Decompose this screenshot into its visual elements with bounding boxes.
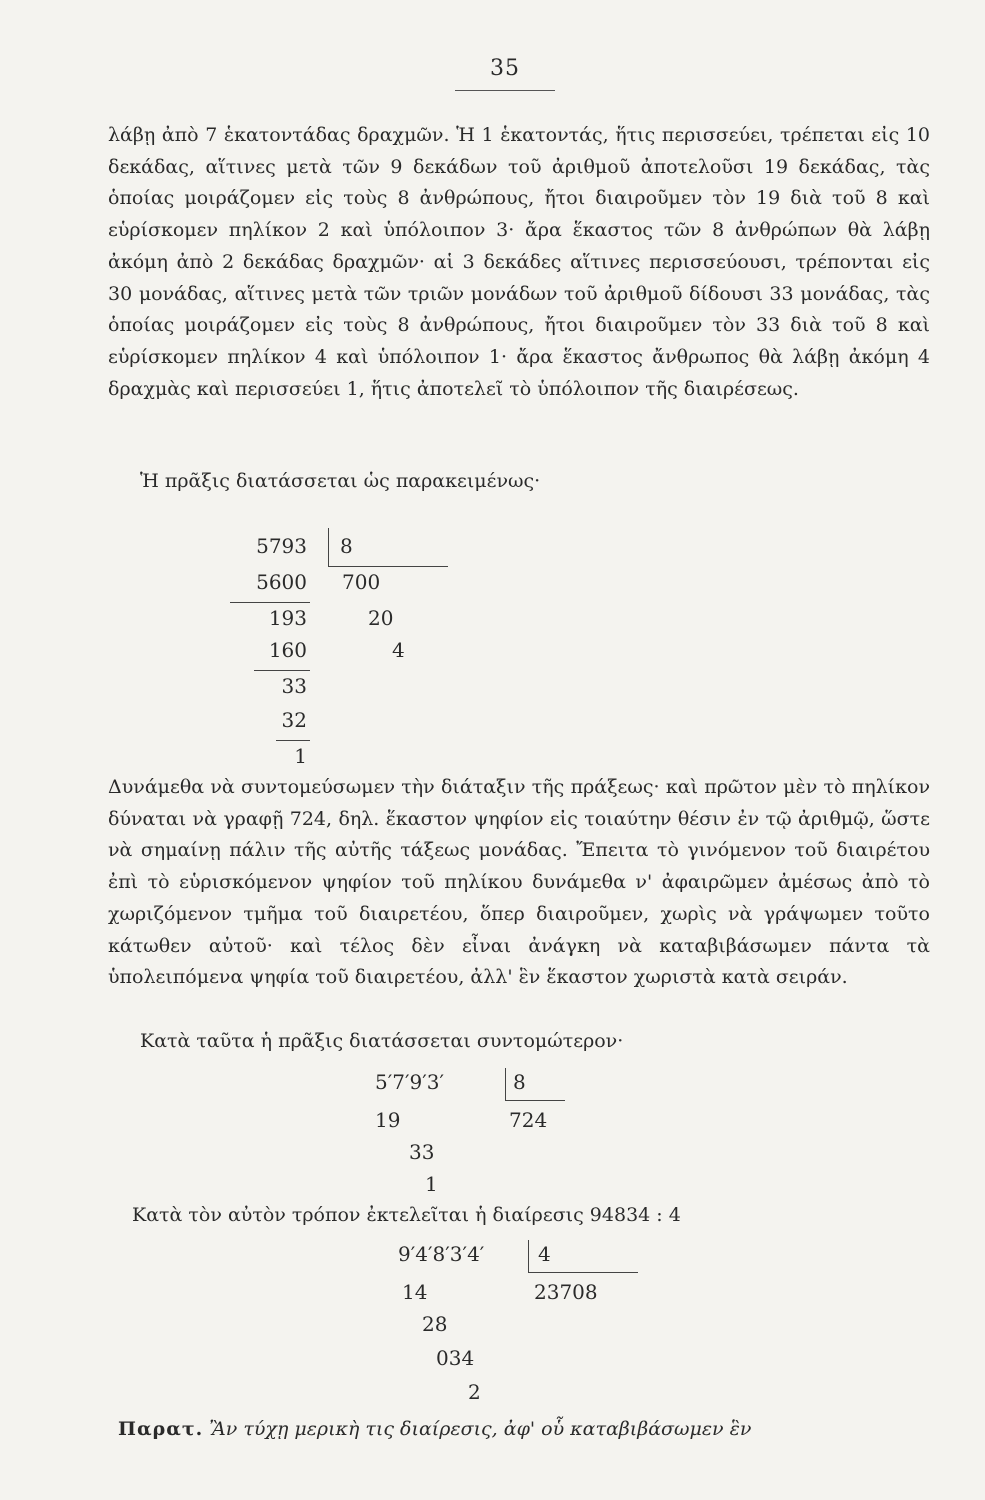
paragraph-explanation: λάβῃ ἀπὸ 7 ἑκατοντάδας δραχμῶν. Ἡ 1 ἑκατοντάς, ἥτις περισσεύει, τρέπεται εἰς 10 δεκάδας, αἵτινες μετὰ τῶν 9 δεκάδων τοῦ ἀριθμοῦ ἀποτελοῦσι 19 δεκάδας, τὰς ὁποίας μοιράζομεν εἰς τοὺς 8 ἀνθρώπους, ἤτοι διαιροῦμεν τὸν 19 διὰ τοῦ 8 καὶ εὑρίσκομεν πηλίκον 2 καὶ ὑπόλοιπον 3· ἄρα ἕκαστος τῶν 8 ἀνθρώπων θὰ λάβῃ ἀκόμη ἀπὸ 2 δεκάδας δραχμῶν· αἱ 3 δεκάδες αἵτινες περισσεύουσι, τρέπονται εἰς 30 μονάδας, αἵτινες μετὰ τῶν τριῶν μονάδων τοῦ ἀριθμοῦ δίδουσι 33 μονάδας, τὰς ὁποίας μοιράζομεν εἰς τοὺς 8 ἀνθρώπους, ἤτοι διαιροῦμεν τὸν 33 διὰ τοῦ 8 καὶ εὑρίσκομεν πηλίκον 4 καὶ ὑπόλοιπον 1· ἄρα ἕκαστος ἄνθρωπος θὰ λάβῃ ἀκόμη 4 δραχμὰς καὶ περισσεύει 1, ἥτις ἀποτελεῖ τὸ ὑπόλοιπον τῆς διαιρέσεως.: [108, 124, 930, 400]
quotient-part-3: 4: [392, 638, 405, 662]
remark-text: Ἂν τύχῃ μερικὴ τις διαίρεσις, ἀφ' οὗ καταβιβάσωμεν ἓν: [209, 1418, 752, 1440]
long-division-full: [230, 528, 470, 778]
dividend: 9′4′8′3′4′: [398, 1242, 485, 1266]
divisor-bar: [328, 528, 329, 566]
page-number-rule: [455, 90, 555, 91]
dividend: 5′7′9′3′: [375, 1070, 445, 1094]
rule-3: [276, 740, 310, 741]
divisor: 4: [538, 1242, 551, 1266]
quotient-rule: [528, 1272, 638, 1273]
remark-lead: Παρατ.: [118, 1418, 204, 1440]
partial-remainder-1: 19: [375, 1108, 401, 1132]
partial-remainder-2: 28: [422, 1312, 448, 1336]
divisor: 8: [340, 534, 353, 558]
divisor: 8: [513, 1070, 526, 1094]
quotient-rule: [505, 1100, 565, 1101]
quotient: 23708: [534, 1280, 598, 1304]
remainder: 2: [468, 1380, 481, 1404]
rule-1: [230, 602, 310, 603]
divisor-bar: [528, 1240, 529, 1272]
rule-2: [254, 670, 310, 671]
quotient-rule: [328, 566, 448, 567]
quotient-part-1: 700: [342, 570, 381, 594]
long-division-short: [375, 1068, 595, 1198]
long-division-second: [398, 1240, 648, 1410]
subtrahend-1: 5600: [256, 570, 307, 594]
intro-shorter: Κατὰ ταῦτα ἡ πρᾶξις διατάσσεται συντομώτερον·: [140, 1030, 624, 1052]
partial-remainder-3: 034: [436, 1346, 475, 1370]
partial-dividend-1: 193: [268, 606, 307, 630]
partial-remainder-2: 33: [409, 1140, 435, 1164]
paragraph-shortening: Δυνάμεθα νὰ συντομεύσωμεν τὴν διάταξιν τῆς πράξεως· καὶ πρῶτον μὲν τὸ πηλίκον δύναται νὰ γραφῇ 724, δηλ. ἕκαστον ψηφίον εἰς τοιαύτην θέσιν ἐν τῷ ἀριθμῷ, ὥστε νὰ σημαίνῃ πάλιν τῆς αὐτῆς τάξεως μονάδας. Ἔπειτα τὸ γινόμενον τοῦ διαιρέτου ἐπὶ τὸ εὑρισκόμενον ψηφίον τοῦ πηλίκου δυνάμεθα ν' ἀφαιρῶμεν ἀμέσως ἀπὸ τὸ χωριζόμενον τμῆμα τοῦ διαιρετέου, ὅπερ διαιροῦμεν, χωρὶς νὰ γράψωμεν τοῦτο κάτωθεν αὐτοῦ· καὶ τέλος δὲν εἶναι ἀνάγκη νὰ καταβιβάσωμεν πάντα τὰ ὑπολειπόμενα ψηφία τοῦ διαιρετέου, ἀλλ' ἓν ἕκαστον χωριστὰ κατὰ σειράν.: [108, 776, 930, 989]
dividend: 5793: [256, 534, 307, 558]
intro-second-example: Κατὰ τὸν αὐτὸν τρόπον ἐκτελεῖται ἡ διαίρεσις 94834 : 4: [132, 1204, 681, 1226]
partial-dividend-2: 33: [281, 674, 307, 698]
remark: [118, 1418, 751, 1440]
subtrahend-2: 160: [268, 638, 307, 662]
remainder: 1: [425, 1172, 438, 1196]
intro-layout: Ἡ πρᾶξις διατάσσεται ὡς παρακειμένως·: [140, 470, 541, 492]
subtrahend-3: 32: [281, 708, 307, 732]
divisor-bar: [505, 1068, 506, 1100]
partial-remainder-1: 14: [402, 1280, 428, 1304]
page-number: 35: [490, 56, 520, 81]
quotient-part-2: 20: [368, 606, 394, 630]
quotient: 724: [509, 1108, 548, 1132]
remainder: 1: [294, 744, 307, 768]
